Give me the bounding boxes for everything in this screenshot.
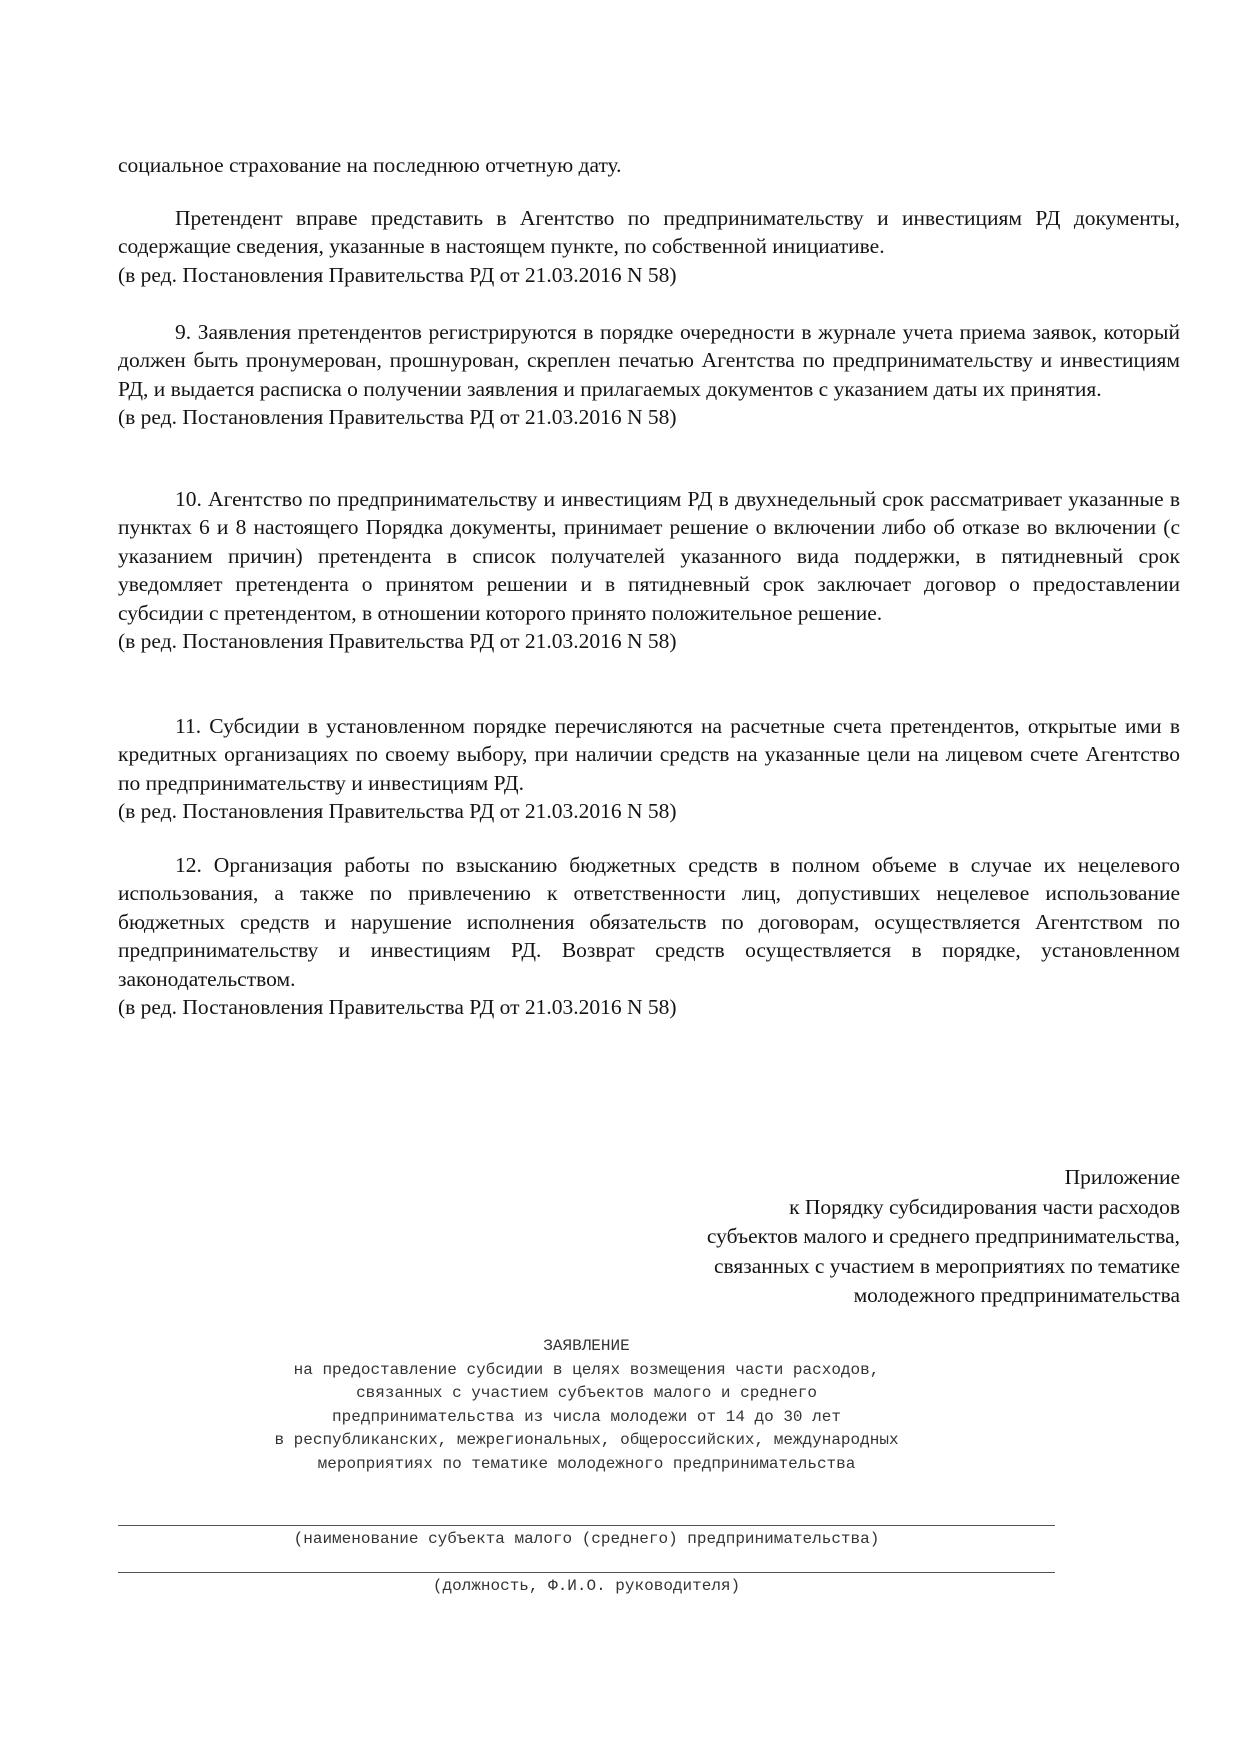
director-fill-line[interactable] [118,1572,1055,1573]
intro-tail-text: социальное страхование на последнюю отчетную дату. [118,153,622,177]
intro-tail-block [118,151,1180,179]
amendment-note: (в ред. Постановления Правительства РД от 21.03.2016 N 58) [118,405,677,430]
amendment-note: (в ред. Постановления Правительства РД от 21.03.2016 N 58) [118,799,677,824]
paragraph-item-10 [118,485,1180,655]
statement-subtitle-line: предпринимательства из числа молодежи от 14 до 30 лет [332,1407,841,1426]
paragraph-pretendent [118,204,1180,289]
paragraph-item-9 [118,318,1180,432]
statement-subtitle-line: в республиканских, межрегиональных, общероссийских, международных [274,1431,899,1449]
statement-title: ЗАЯВЛЕНИЕ [543,1337,630,1355]
appendix-title: Приложение [1064,1165,1180,1189]
appendix-header [560,1163,1180,1311]
appendix-line: субъектов малого и среднего предпринимательства, [706,1224,1180,1248]
amendment-note: (в ред. Постановления Правительства РД от 21.03.2016 N 58) [118,262,677,287]
entity-name-fill-line[interactable] [118,1525,1055,1526]
director-caption: (должность, Ф.И.О. руководителя) [432,1577,741,1595]
statement-heading [118,1335,1055,1476]
statement-subtitle-line: связанных с участием субъектов малого и среднего [356,1384,817,1402]
amendment-note: (в ред. Постановления Правительства РД от 21.03.2016 N 58) [118,629,677,654]
paragraph-text: 10. Агентство по предпринимательству и инвестициям РД в двухнедельный срок рассматривает указанные в пунктах 6 и 8 настоящего Порядка документы, принимает решение о включении либо об отказе во включении (с указанием причин) претендента в список получателей указанного вида поддержки, в пятидневный срок уведомляет претендента о принятом решении и в пятидневный срок заключает договор о предоставлении субсидии с претендентом, в отношении которого принято положительное решение. [118,487,1180,625]
paragraph-text: 9. Заявления претендентов регистрируются в порядке очередности в журнале учета приема заявок, который должен быть пронумерован, прошнурован, скреплен печатью Агентства по предпринимательству и инвестициям РД, и выдается расписка о получении заявления и прилагаемых документов с указанием даты их принятия. [118,320,1180,401]
appendix-line: молодежного предпринимательства [853,1283,1180,1307]
paragraph-item-12 [118,851,1180,1021]
paragraph-text: Претендент вправе представить в Агентство по предпринимательству и инвестициям РД документы, содержащие сведения, указанные в настоящем пункте, по собственной инициативе. [118,206,1180,259]
appendix-line: к Порядку субсидирования части расходов [789,1194,1180,1219]
statement-subtitle-line: мероприятиях по тематике молодежного предпринимательства [317,1454,856,1473]
paragraph-text: 11. Субсидии в установленном порядке перечисляются на расчетные счета претендентов, открытые ими в кредитных организациях по своему выбору, при наличии средств на указанные цели на лицевом счете Агентство по предпринимательству и инвестициям РД. [118,714,1180,795]
entity-name-caption: (наименование субъекта малого (среднего) предпринимательства) [293,1530,880,1548]
paragraph-text: 12. Организация работы по взысканию бюджетных средств в полном объеме в случае их нецелевого использования, а также по привлечению к ответственности лиц, допустивших нецелевое использование бюджетных средств и нарушение исполнения обязательств по договорам, осуществляется Агентством по предпринимательству и инвестициям РД. Возврат средств осуществляется в порядке, установленном законодательством. [118,853,1180,991]
appendix-line: связанных с участием в мероприятиях по тематике [713,1253,1180,1278]
amendment-note: (в ред. Постановления Правительства РД от 21.03.2016 N 58) [118,995,677,1020]
paragraph-item-11 [118,712,1180,826]
statement-subtitle-line: на предоставление субсидии в целях возмещения части расходов, [293,1360,880,1379]
